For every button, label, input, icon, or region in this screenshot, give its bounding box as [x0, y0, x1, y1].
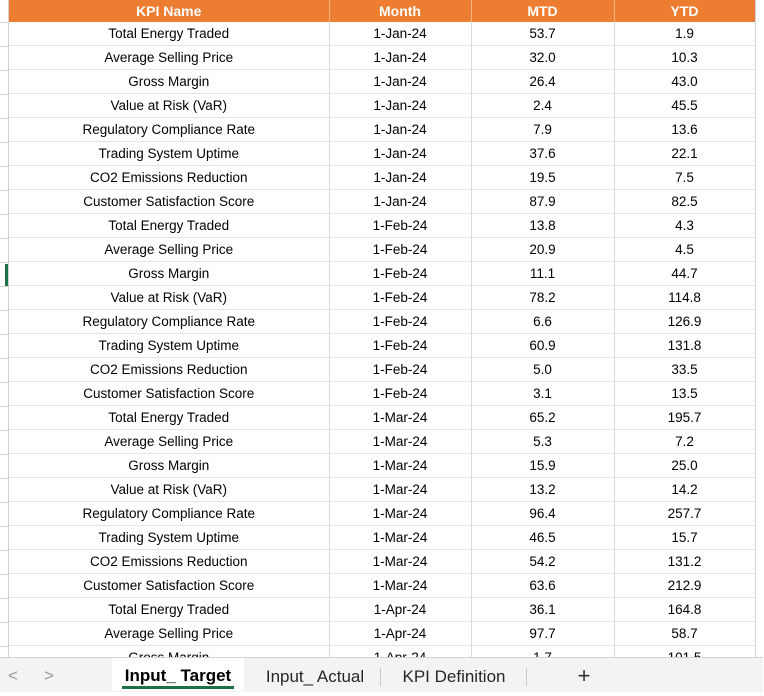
cell-ytd[interactable]: 7.2	[614, 430, 755, 454]
row-divider	[0, 622, 8, 623]
plus-icon[interactable]: +	[577, 663, 591, 688]
row-header-strip[interactable]	[0, 0, 9, 657]
table-row	[9, 166, 755, 190]
table-row	[9, 118, 755, 142]
cell-month[interactable]: 1-Feb-24	[329, 286, 471, 310]
table-row	[9, 22, 755, 46]
cell-ytd[interactable]: 33.5	[614, 358, 755, 382]
cell-mtd[interactable]: 65.2	[471, 406, 614, 430]
cell-month[interactable]: 1-Feb-24	[329, 358, 471, 382]
table-row	[9, 142, 755, 166]
cell-ytd[interactable]: 58.7	[614, 622, 755, 646]
cell-kpi-name[interactable]: Gross Margin	[9, 70, 329, 94]
active-row-marker	[5, 264, 8, 286]
cell-ytd[interactable]: 44.7	[614, 262, 755, 286]
row-divider	[0, 598, 8, 599]
table-row	[9, 190, 755, 214]
cell-month[interactable]: 1-Feb-24	[329, 262, 471, 286]
unused-column-area[interactable]	[755, 0, 764, 657]
row-divider	[0, 550, 8, 551]
table-body	[9, 22, 755, 670]
table-row	[9, 94, 755, 118]
cell-kpi-name[interactable]: CO2 Emissions Reduction	[9, 358, 329, 382]
table-row	[9, 286, 755, 310]
cell-mtd[interactable]: 5.3	[471, 430, 614, 454]
cell-kpi-name[interactable]: Regulatory Compliance Rate	[9, 502, 329, 526]
cell-kpi-name[interactable]: Average Selling Price	[9, 622, 329, 646]
cell-mtd[interactable]: 32.0	[471, 46, 614, 70]
cell-mtd[interactable]: 54.2	[471, 550, 614, 574]
table-row	[9, 382, 755, 406]
cell-ytd[interactable]: 4.3	[614, 214, 755, 238]
cell-mtd[interactable]: 5.0	[471, 358, 614, 382]
tab-input-actual[interactable]	[252, 658, 378, 691]
cell-kpi-name[interactable]: Total Energy Traded	[9, 598, 329, 622]
cell-mtd[interactable]: 87.9	[471, 190, 614, 214]
cell-mtd[interactable]: 6.6	[471, 310, 614, 334]
cell-kpi-name[interactable]: Gross Margin	[9, 262, 329, 286]
cell-month[interactable]: 1-Apr-24	[329, 598, 471, 622]
cell-kpi-name[interactable]: Average Selling Price	[9, 238, 329, 262]
cell-mtd[interactable]: 26.4	[471, 70, 614, 94]
cell-ytd[interactable]: 114.8	[614, 286, 755, 310]
cell-mtd[interactable]: 13.8	[471, 214, 614, 238]
cell-mtd[interactable]: 60.9	[471, 334, 614, 358]
cell-kpi-name[interactable]: Average Selling Price	[9, 46, 329, 70]
cell-month[interactable]: 1-Jan-24	[329, 22, 471, 46]
tab-label: KPI Definition	[402, 667, 506, 686]
cell-month[interactable]: 1-Jan-24	[329, 142, 471, 166]
table-row	[9, 262, 755, 286]
kpi-target-table	[9, 0, 756, 670]
row-divider	[0, 406, 8, 407]
cell-ytd[interactable]: 126.9	[614, 310, 755, 334]
cell-kpi-name[interactable]: Trading System Uptime	[9, 142, 329, 166]
row-divider	[0, 70, 8, 71]
cell-kpi-name[interactable]: Regulatory Compliance Rate	[9, 310, 329, 334]
row-divider	[0, 454, 8, 455]
row-divider	[0, 22, 8, 23]
cell-ytd[interactable]: 15.7	[614, 526, 755, 550]
cell-ytd[interactable]: 45.5	[614, 94, 755, 118]
table-row	[9, 550, 755, 574]
row-divider	[0, 334, 8, 335]
cell-kpi-name[interactable]: Value at Risk (VaR)	[9, 286, 329, 310]
table-row	[9, 358, 755, 382]
header-row	[9, 0, 755, 22]
table-row	[9, 46, 755, 70]
cell-month[interactable]: 1-Mar-24	[329, 454, 471, 478]
row-divider	[0, 502, 8, 503]
chevron-right-icon[interactable]: >	[44, 666, 54, 685]
tab-kpi-definition[interactable]	[386, 658, 522, 691]
cell-mtd[interactable]: 7.9	[471, 118, 614, 142]
cell-mtd[interactable]: 2.4	[471, 94, 614, 118]
cell-mtd[interactable]: 20.9	[471, 238, 614, 262]
column-header-ytd[interactable]: YTD	[614, 0, 755, 22]
cell-kpi-name[interactable]: Customer Satisfaction Score	[9, 382, 329, 406]
tab-separator	[526, 668, 527, 686]
row-divider	[0, 574, 8, 575]
table-row	[9, 70, 755, 94]
cell-kpi-name[interactable]: Total Energy Traded	[9, 214, 329, 238]
cell-month[interactable]: 1-Jan-24	[329, 166, 471, 190]
cell-kpi-name[interactable]: Customer Satisfaction Score	[9, 574, 329, 598]
cell-ytd[interactable]: 4.5	[614, 238, 755, 262]
cell-kpi-name[interactable]: Total Energy Traded	[9, 406, 329, 430]
cell-month[interactable]: 1-Jan-24	[329, 94, 471, 118]
cell-kpi-name[interactable]: Value at Risk (VaR)	[9, 94, 329, 118]
cell-ytd[interactable]: 13.6	[614, 118, 755, 142]
cell-mtd[interactable]: 37.6	[471, 142, 614, 166]
cell-month[interactable]: 1-Mar-24	[329, 478, 471, 502]
cell-mtd[interactable]: 15.9	[471, 454, 614, 478]
table-row	[9, 238, 755, 262]
row-divider	[0, 214, 8, 215]
cell-month[interactable]: 1-Feb-24	[329, 214, 471, 238]
cell-ytd[interactable]: 131.8	[614, 334, 755, 358]
cell-mtd[interactable]: 78.2	[471, 286, 614, 310]
cell-ytd[interactable]: 164.8	[614, 598, 755, 622]
table-row	[9, 310, 755, 334]
row-divider	[0, 646, 8, 647]
cell-month[interactable]: 1-Jan-24	[329, 70, 471, 94]
table-row	[9, 598, 755, 622]
cell-mtd[interactable]: 53.7	[471, 22, 614, 46]
cell-mtd[interactable]: 3.1	[471, 382, 614, 406]
cell-mtd[interactable]: 19.5	[471, 166, 614, 190]
cell-month[interactable]: 1-Mar-24	[329, 430, 471, 454]
tab-label: Input_ Target	[124, 666, 232, 685]
cell-mtd[interactable]: 97.7	[471, 622, 614, 646]
sheet-tab-bar	[0, 657, 763, 692]
tab-input-target[interactable]	[112, 658, 244, 691]
cell-month[interactable]: 1-Jan-24	[329, 46, 471, 70]
table-row	[9, 574, 755, 598]
cell-ytd[interactable]: 1.9	[614, 22, 755, 46]
cell-month[interactable]: 1-Feb-24	[329, 238, 471, 262]
row-divider	[0, 238, 8, 239]
cell-ytd[interactable]: 25.0	[614, 454, 755, 478]
row-divider	[0, 526, 8, 527]
cell-ytd[interactable]: 212.9	[614, 574, 755, 598]
active-tab-underline	[122, 686, 234, 689]
cell-ytd[interactable]: 43.0	[614, 70, 755, 94]
cell-ytd[interactable]: 257.7	[614, 502, 755, 526]
column-header-kpi-name[interactable]: KPI Name	[9, 0, 329, 22]
cell-kpi-name[interactable]: Trading System Uptime	[9, 334, 329, 358]
cell-month[interactable]: 1-Mar-24	[329, 550, 471, 574]
cell-month[interactable]: 1-Mar-24	[329, 526, 471, 550]
cell-kpi-name[interactable]: Customer Satisfaction Score	[9, 190, 329, 214]
row-divider	[0, 118, 8, 119]
row-divider	[0, 142, 8, 143]
cell-ytd[interactable]: 10.3	[614, 46, 755, 70]
cell-ytd[interactable]: 14.2	[614, 478, 755, 502]
cell-mtd[interactable]: 11.1	[471, 262, 614, 286]
cell-kpi-name[interactable]: Total Energy Traded	[9, 22, 329, 46]
cell-kpi-name[interactable]: Gross Margin	[9, 454, 329, 478]
table-row	[9, 526, 755, 550]
column-header-month[interactable]: Month	[329, 0, 471, 22]
cell-mtd[interactable]: 96.4	[471, 502, 614, 526]
cell-month[interactable]: 1-Feb-24	[329, 310, 471, 334]
cell-ytd[interactable]: 7.5	[614, 166, 755, 190]
row-divider	[0, 286, 8, 287]
cell-month[interactable]: 1-Feb-24	[329, 334, 471, 358]
tab-label: Input_ Actual	[265, 667, 365, 686]
cell-month[interactable]: 1-Apr-24	[329, 622, 471, 646]
row-divider	[0, 190, 8, 191]
cell-mtd[interactable]: 63.6	[471, 574, 614, 598]
table-row	[9, 406, 755, 430]
cell-month[interactable]: 1-Mar-24	[329, 406, 471, 430]
table-row	[9, 502, 755, 526]
table-row	[9, 454, 755, 478]
table-row	[9, 622, 755, 646]
cell-month[interactable]: 1-Jan-24	[329, 190, 471, 214]
chevron-left-icon[interactable]: <	[8, 666, 18, 685]
row-divider	[0, 430, 8, 431]
cell-kpi-name[interactable]: Value at Risk (VaR)	[9, 478, 329, 502]
row-divider	[0, 358, 8, 359]
cell-kpi-name[interactable]: Trading System Uptime	[9, 526, 329, 550]
table-row	[9, 478, 755, 502]
cell-month[interactable]: 1-Mar-24	[329, 502, 471, 526]
cell-ytd[interactable]: 131.2	[614, 550, 755, 574]
row-divider	[0, 478, 8, 479]
row-divider	[0, 262, 8, 263]
table-row	[9, 334, 755, 358]
cell-month[interactable]: 1-Feb-24	[329, 382, 471, 406]
row-divider	[0, 46, 8, 47]
cell-kpi-name[interactable]: Average Selling Price	[9, 430, 329, 454]
cell-ytd[interactable]: 22.1	[614, 142, 755, 166]
cell-mtd[interactable]: 46.5	[471, 526, 614, 550]
cell-month[interactable]: 1-Mar-24	[329, 574, 471, 598]
cell-kpi-name[interactable]: CO2 Emissions Reduction	[9, 166, 329, 190]
cell-kpi-name[interactable]: CO2 Emissions Reduction	[9, 550, 329, 574]
cell-ytd[interactable]: 195.7	[614, 406, 755, 430]
cell-ytd[interactable]: 82.5	[614, 190, 755, 214]
column-header-mtd[interactable]: MTD	[471, 0, 614, 22]
row-divider	[0, 310, 8, 311]
row-divider	[0, 166, 8, 167]
table-row	[9, 430, 755, 454]
row-divider	[0, 94, 8, 95]
table-row	[9, 214, 755, 238]
cell-mtd[interactable]: 13.2	[471, 478, 614, 502]
cell-mtd[interactable]: 36.1	[471, 598, 614, 622]
row-divider	[0, 382, 8, 383]
cell-ytd[interactable]: 13.5	[614, 382, 755, 406]
tab-separator	[380, 668, 381, 686]
cell-month[interactable]: 1-Jan-24	[329, 118, 471, 142]
cell-kpi-name[interactable]: Regulatory Compliance Rate	[9, 118, 329, 142]
